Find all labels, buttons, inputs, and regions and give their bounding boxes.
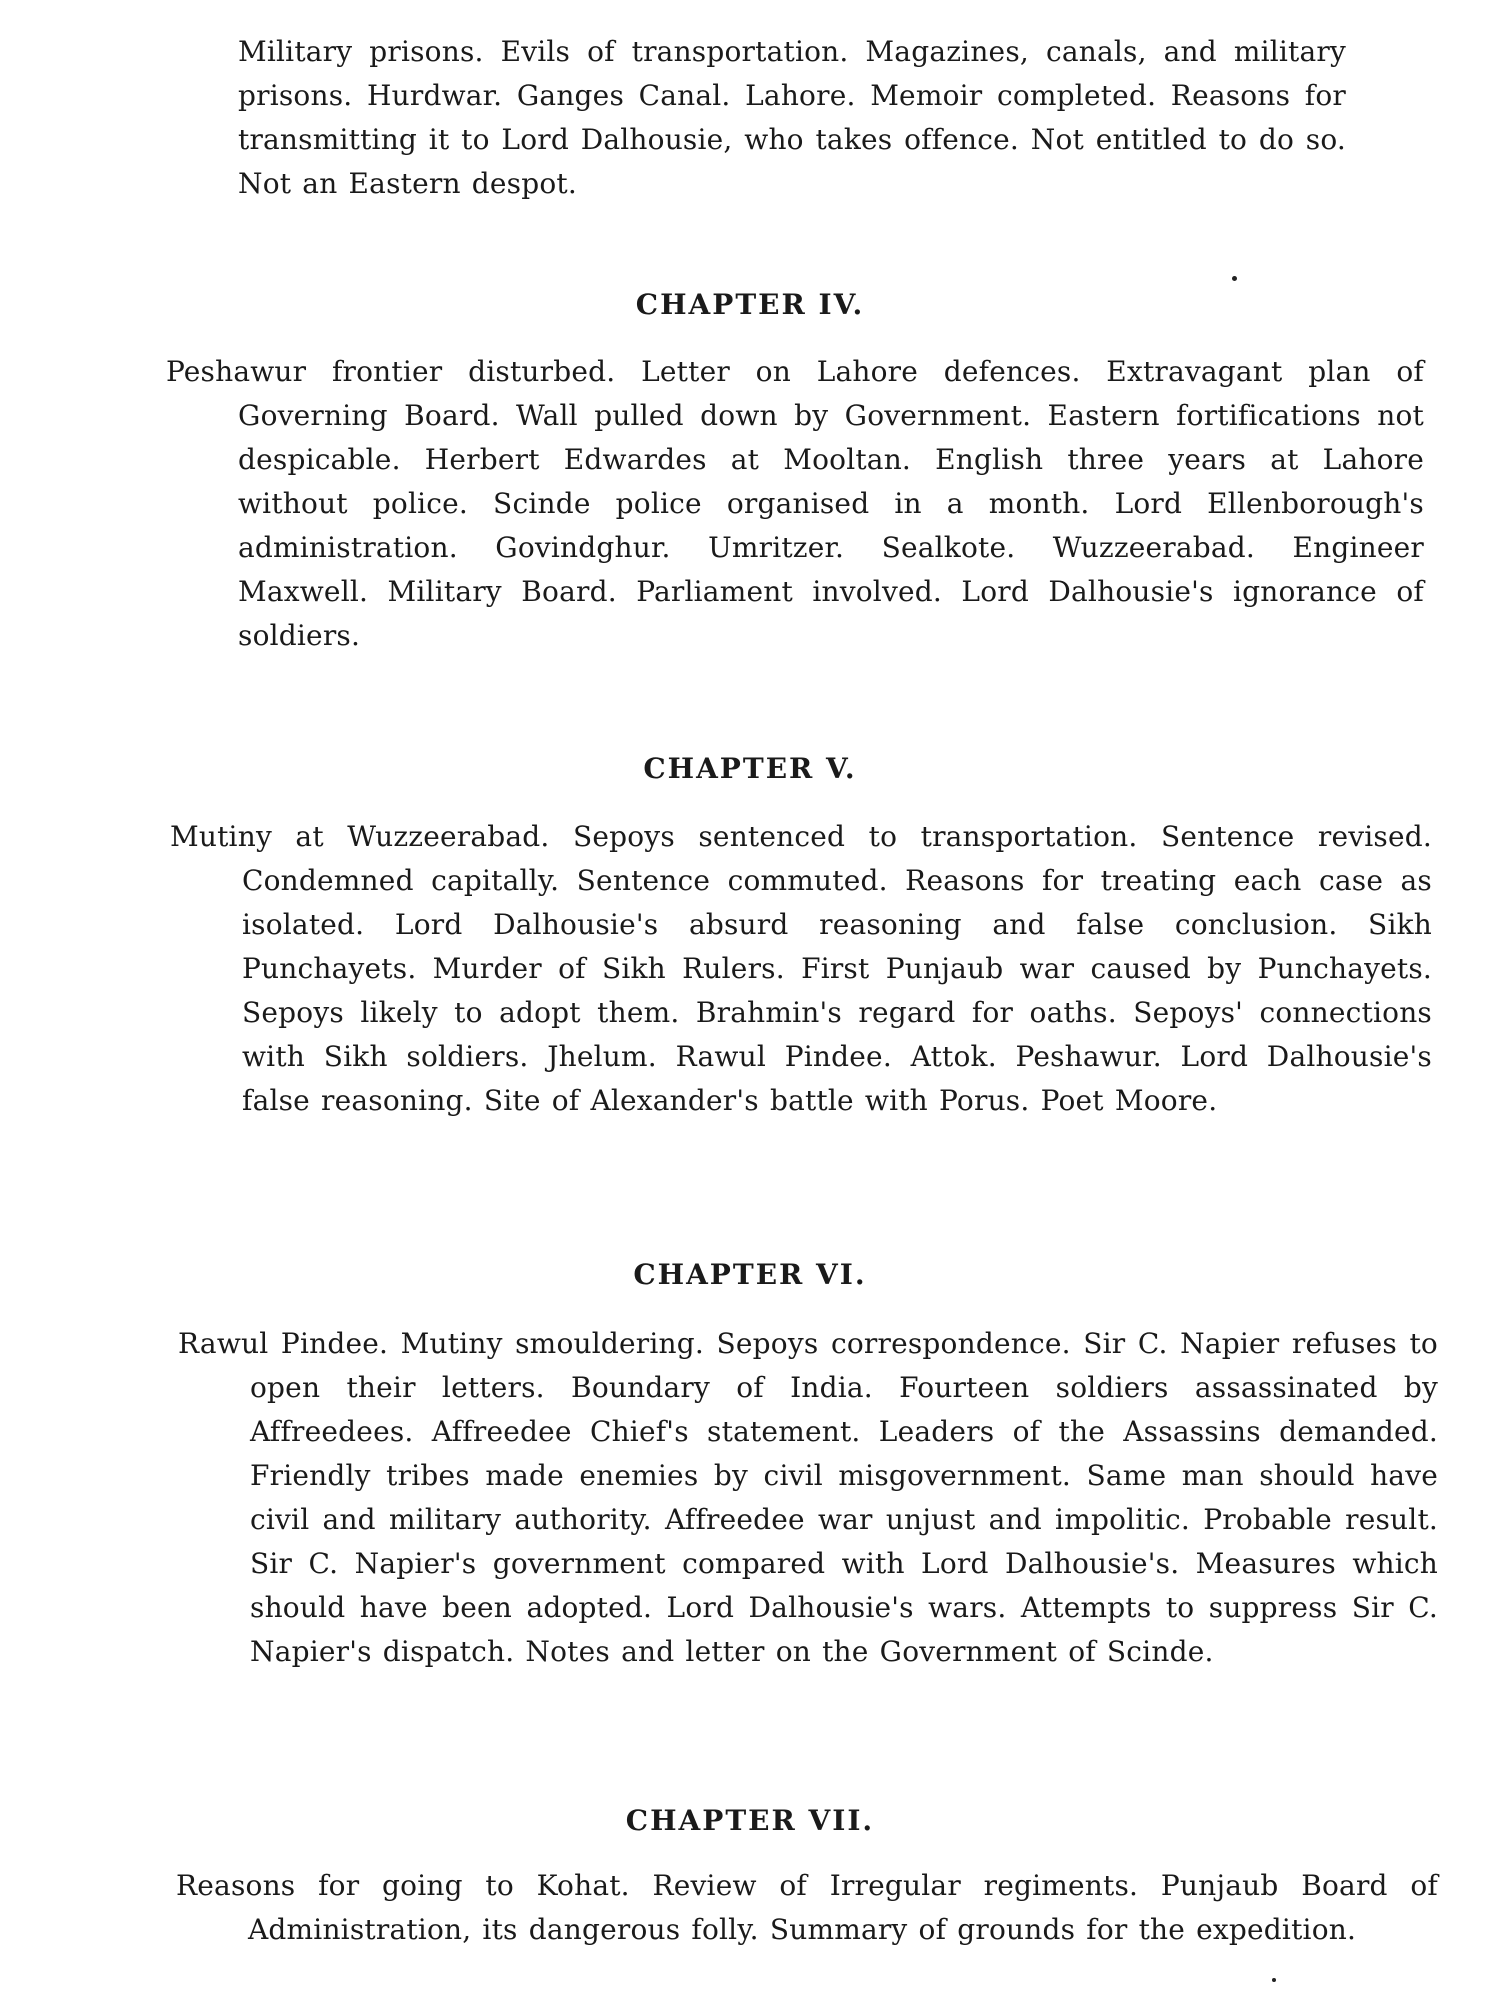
print-speck: [1272, 1978, 1276, 1982]
chapter-iv-heading: CHAPTER IV.: [635, 288, 865, 321]
chapter-vii-summary: Reasons for going to Kohat. Review of Irregular regiments. Punjaub Board of Administration, its dangerous folly. Summary of grounds for the expedition.: [176, 1869, 1438, 1946]
chapter-iv-summary: Peshawur frontier disturbed. Letter on Lahore defences. Extravagant plan of Governing Board. Wall pulled down by Government. Eastern fortifications not despicable. Herbert Edwardes at Mooltan. English three years at Lahore without police. Scinde police organised in a month. Lord Ellenborough's administration. Govindghur. Umritzer. Sealkote. Wuzzeerabad. Engineer Maxwell. Military Board. Parliament involved. Lord Dalhousie's ignorance of soldiers.: [166, 355, 1424, 652]
opening-paragraph: Military prisons. Evils of transportation. Magazines, canals, and military prisons. Hurdwar. Ganges Canal. Lahore. Memoir completed. Reasons for transmitting it to Lord Dalhousie, who takes offence. Not entitled to do so. Not an Eastern despot.: [238, 35, 1346, 200]
chapter-vi-heading: CHAPTER VI.: [633, 1258, 867, 1291]
chapter-v-heading: CHAPTER V.: [643, 752, 857, 785]
chapter-v-summary: Mutiny at Wuzzeerabad. Sepoys sentenced to transportation. Sentence revised. Condemned capitally. Sentence commuted. Reasons for treating each case as isolated. Lord Dalhousie's absurd reasoning and false conclusion. Sikh Punchayets. Murder of Sikh Rulers. First Punjaub war caused by Punchayets. Sepoys likely to adopt them. Brahmin's regard for oaths. Sepoys' connections with Sikh soldiers. Jhelum. Rawul Pindee. Attok. Peshawur. Lord Dalhousie's false reasoning. Site of Alexander's battle with Porus. Poet Moore.: [170, 820, 1432, 1117]
chapter-vi-summary: Rawul Pindee. Mutiny smouldering. Sepoys correspondence. Sir C. Napier refuses to open their letters. Boundary of India. Fourteen soldiers assassinated by Affreedees. Affreedee Chief's statement. Leaders of the Assassins demanded. Friendly tribes made enemies by civil misgovernment. Same man should have civil and military authority. Affreedee war unjust and impolitic. Probable result. Sir C. Napier's government compared with Lord Dalhousie's. Measures which should have been adopted. Lord Dalhousie's wars. Attempts to suppress Sir C. Napier's dispatch. Notes and letter on the Government of Scinde.: [178, 1327, 1438, 1668]
print-speck: [1232, 276, 1237, 281]
chapter-vii-heading: CHAPTER VII.: [625, 1804, 875, 1837]
